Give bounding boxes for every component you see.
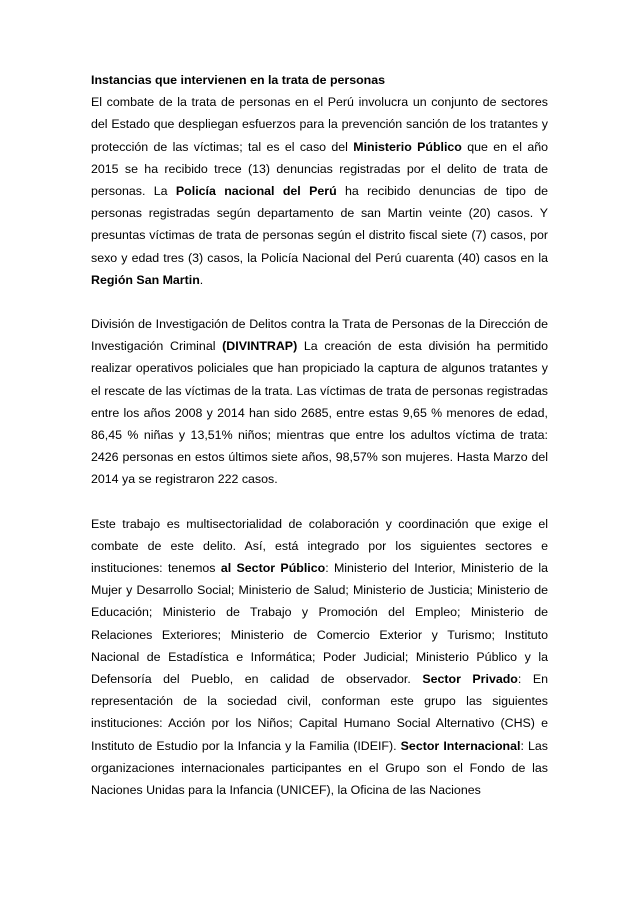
document-body <box>91 69 548 823</box>
policia-nacional-bold: Policía nacional del Perú <box>175 184 337 199</box>
sector-privado-bold: Sector Privado <box>422 672 518 687</box>
paragraph-2-text-2: La creación de esta división ha permitido realizar operativos policiales que han propiciado la captura de algunos tratantes y el rescate de las víctimas de la trata. Las víctimas de trata de personas registradas entre los años 2008 y 2014 han sido 2685, entre estas 9,65 % menores de edad, 86,45 % niñas y 13,51% niños; mientras que entre los adultos víctima de trata: 2426 personas en estos últimos siete años, 98,57% son mujeres. Hasta Marzo del 2014 ya se registraron 222 casos. <box>91 339 548 487</box>
ministerio-publico-bold: Ministerio Público <box>353 139 462 154</box>
sector-internacional-bold: Sector Internacional <box>400 738 521 753</box>
paragraph-3-text-4: : Las organizaciones internacionales participantes en el Grupo son el Fondo de las Naciones Unidas para la Infancia (UNICEF), la Oficina de las Naciones <box>91 738 548 798</box>
paragraph-1-text-2: que en el año 2015 se ha recibido trece (13) denuncias registradas por el delito de trata de personas. La <box>91 139 548 199</box>
divintrap-bold: (DIVINTRAP) <box>222 339 298 354</box>
paragraph-2-text-1: División de Investigación de Delitos contra la Trata de Personas de la Dirección de Investigación Criminal <box>91 317 548 354</box>
paragraph-1 <box>91 91 548 291</box>
paragraph-1-text-3: ha recibido denuncias de tipo de personas registradas según departamento de san Martin veinte (20) casos. Y presuntas víctimas de trata de personas según el distrito fiscal siete (7) casos, por sexo y edad tres (3) casos, la Policía Nacional del Perú cuarenta (40) casos en la <box>91 184 548 265</box>
sector-publico-bold: al Sector Público <box>220 561 326 576</box>
paragraph-2 <box>91 313 548 491</box>
paragraph-1-text-1: El combate de la trata de personas en el Perú involucra un conjunto de sectores del Estado que despliegan esfuerzos para la prevención sanción de los tratantes y protección de las víctimas; tal es el caso del <box>91 95 548 154</box>
region-san-martin-bold: Región San Martin <box>91 272 200 287</box>
paragraph-3 <box>91 513 548 802</box>
paragraph-1-text-4: . <box>199 272 204 287</box>
paragraph-3-text-1: Este trabajo es multisectorialidad de colaboración y coordinación que exige el combate de este delito. Así, está integrado por los siguientes sectores e instituciones: tenemos <box>91 516 548 576</box>
paragraph-3-text-2: : Ministerio del Interior, Ministerio de la Mujer y Desarrollo Social; Ministerio de Salud; Ministerio de Justicia; Ministerio de Educación; Ministerio de Trabajo y Promoción del Empleo; Ministerio de Relaciones Exteriores; Ministerio de Comercio Exterior y Turismo; Instituto Nacional de Estadística e Informática; Poder Judicial; Ministerio Público y la Defensoría del Pueblo, en calidad de observador. <box>91 561 549 687</box>
paragraph-3-text-3: : En representación de la sociedad civil, conforman este grupo las siguientes instituciones: Acción por los Niños; Capital Humano Social Alternativo (CHS) e Instituto de Estudio por la Infancia y la Familia (IDEIF). <box>91 672 548 753</box>
section-heading: Instancias que intervienen en la trata de personas <box>91 73 386 87</box>
